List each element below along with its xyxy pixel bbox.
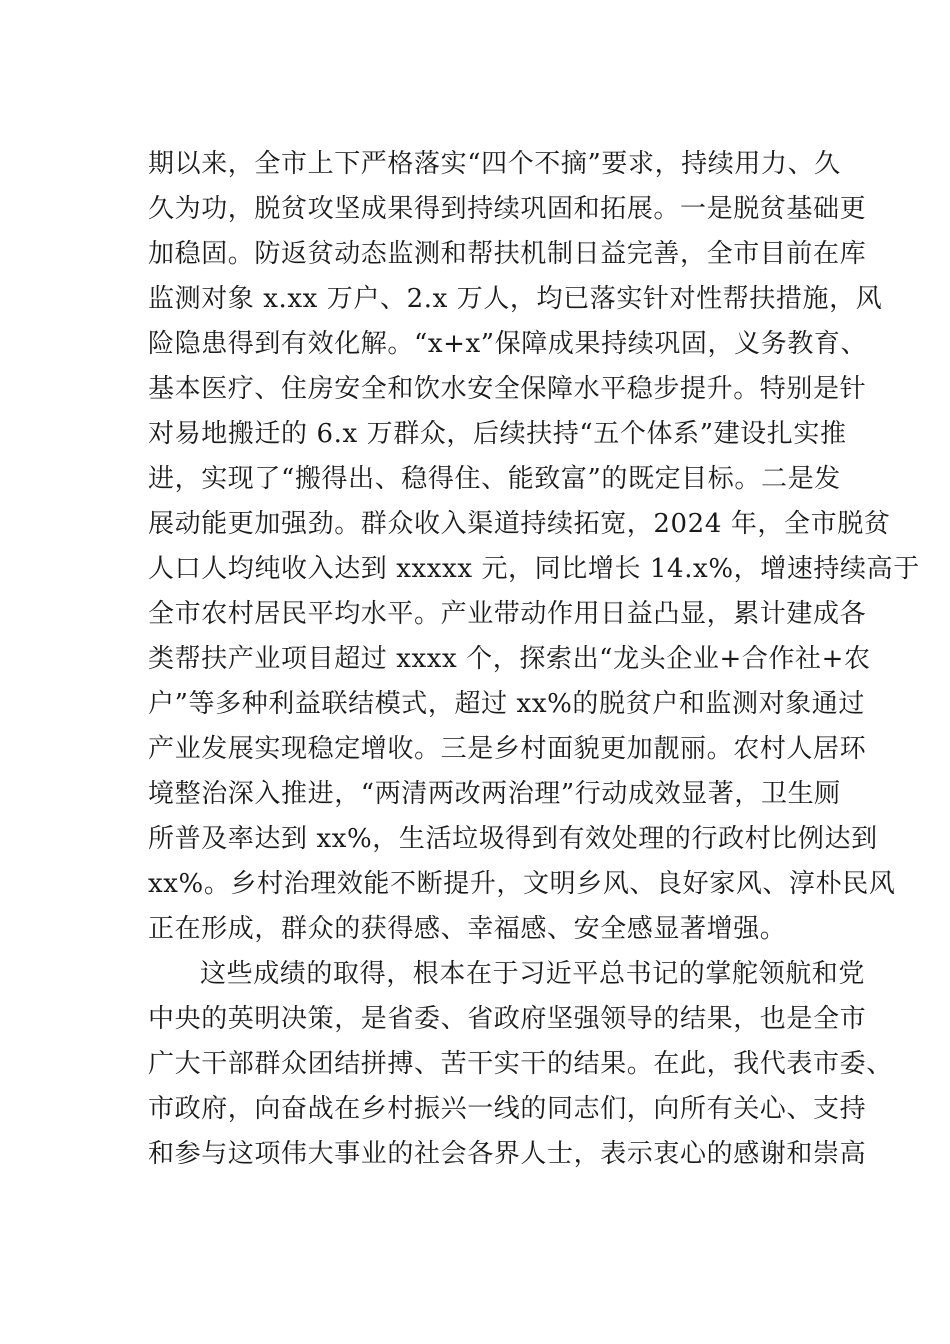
paragraph1-line-17: xx%。乡村治理效能不断提升，文明乡风、良好家风、淳朴民风 [148, 869, 896, 899]
paragraph1-line-9: 展动能更加强劲。群众收入渠道持续拓宽，2024 年，全市脱贫 [148, 509, 891, 539]
paragraph1-line-18: 正在形成，群众的获得感、幸福感、安全感显著增强。 [148, 914, 787, 944]
paragraph1-line-8: 进，实现了“搬得出、稳得住、能致富”的既定目标。二是发 [148, 464, 841, 494]
paragraph1-line-2: 久为功，脱贫攻坚成果得到持续巩固和拓展。一是脱贫基础更 [148, 194, 867, 224]
paragraph2-line-3: 广大干部群众团结拼搏、苦干实干的结果。在此，我代表市委、 [148, 1049, 893, 1079]
paragraph2-line-2: 中央的英明决策，是省委、省政府坚强领导的结果，也是全市 [148, 1004, 867, 1034]
paragraph2-line-5: 和参与这项伟大事业的社会各界人士，表示衷心的感谢和崇高 [148, 1139, 867, 1169]
paragraph1-line-6: 基本医疗、住房安全和饮水安全保障水平稳步提升。特别是针 [148, 374, 867, 404]
paragraph1-line-11: 全市农村居民平均水平。产业带动作用日益凸显，累计建成各 [148, 599, 867, 629]
paragraph1-line-1: 期以来，全市上下严格落实“四个不摘”要求，持续用力、久 [148, 149, 841, 179]
paragraph2-line-4: 市政府，向奋战在乡村振兴一线的同志们，向所有关心、支持 [148, 1094, 867, 1124]
paragraph1-line-3: 加稳固。防返贫动态监测和帮扶机制日益完善，全市目前在库 [148, 239, 867, 269]
paragraph1-line-7: 对易地搬迁的 6.x 万群众，后续扶持“五个体系”建设扎实推 [148, 419, 847, 449]
paragraph1-line-10: 人口人均纯收入达到 xxxxx 元，同比增长 14.x%，增速持续高于 [148, 554, 920, 584]
paragraph1-line-15: 境整治深入推进，“两清两改两治理”行动成效显著，卫生厕 [148, 779, 841, 809]
paragraph1-line-14: 产业发展实现稳定增收。三是乡村面貌更加靓丽。农村人居环 [148, 734, 867, 764]
paragraph1-line-4: 监测对象 x.xx 万户、2.x 万人，均已落实针对性帮扶措施，风 [148, 284, 883, 314]
paragraph1-line-12: 类帮扶产业项目超过 xxxx 个，探索出“龙头企业+合作社+农 [148, 644, 871, 674]
paragraph1-line-16: 所普及率达到 xx%，生活垃圾得到有效处理的行政村比例达到 [148, 824, 878, 854]
paragraph2-line-1: 这些成绩的取得，根本在于习近平总书记的掌舵领航和党 [200, 959, 866, 989]
paragraph1-line-13: 户”等多种利益联结模式，超过 xx%的脱贫户和监测对象通过 [148, 689, 865, 719]
paragraph1-line-5: 险隐患得到有效化解。“x+x”保障成果持续巩固，义务教育、 [148, 329, 868, 359]
